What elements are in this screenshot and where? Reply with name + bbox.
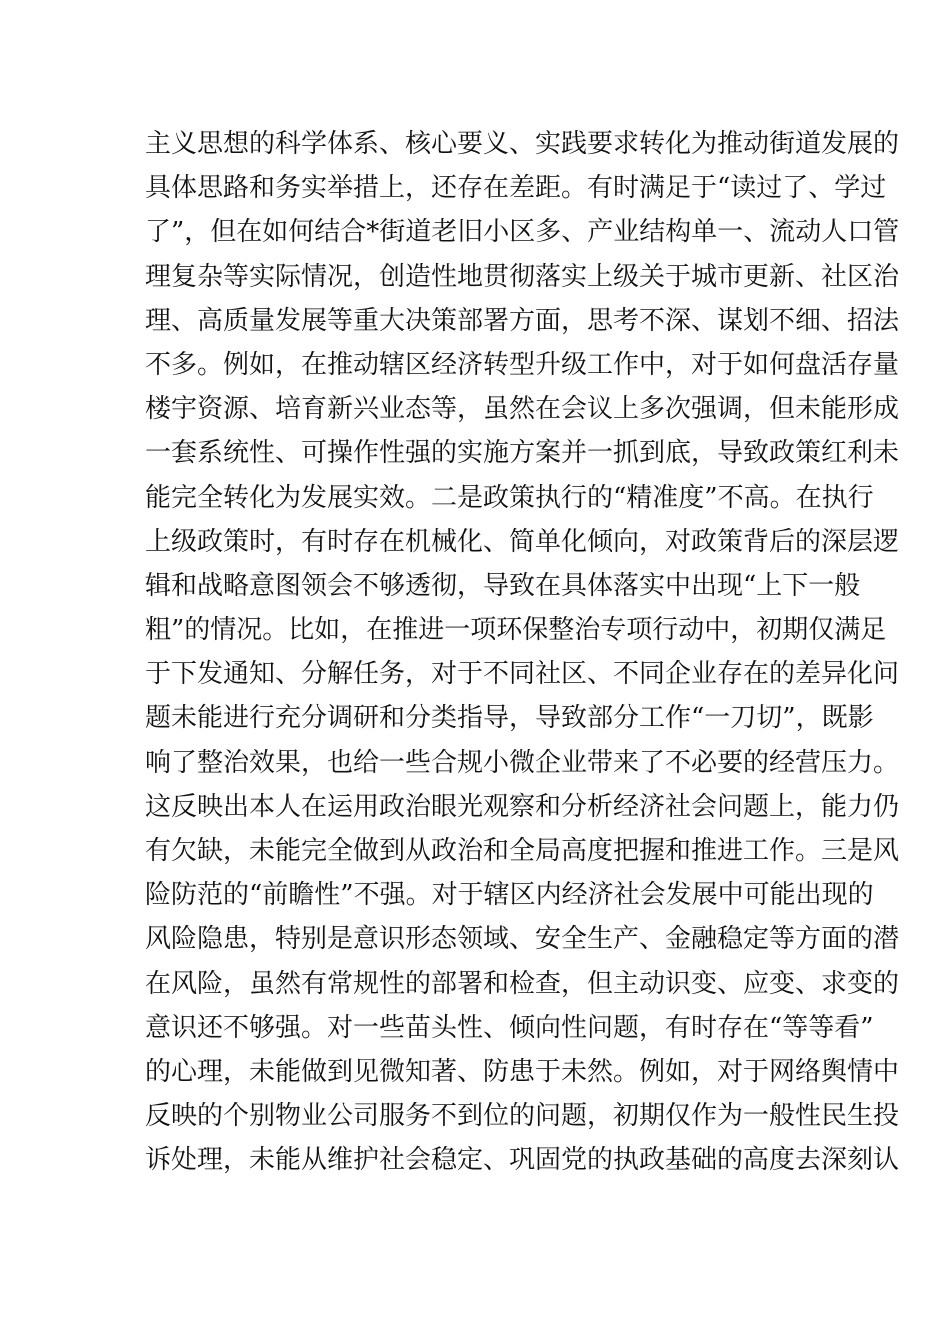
text-line: 理复杂等实际情况，创造性地贯彻落实上级关于城市更新、社区治 bbox=[145, 261, 900, 292]
text-line: 楼宇资源、培育新兴业态等，虽然在会议上多次强调，但未能形成 bbox=[145, 394, 900, 425]
text-line: 有欠缺，未能完全做到从政治和全局高度把握和推进工作。三是风 bbox=[145, 836, 900, 866]
text-line: 上级政策时，有时存在机械化、简单化倾向，对政策背后的深层逻 bbox=[145, 526, 900, 557]
text-line: 诉处理，未能从维护社会稳定、巩固党的执政基础的高度去深刻认 bbox=[145, 1145, 900, 1176]
text-line: 不多。例如，在推动辖区经济转型升级工作中，对于如何盘活存量 bbox=[145, 349, 900, 380]
text-line: 响了整治效果，也给一些合规小微企业带来了不必要的经营压力。 bbox=[145, 747, 900, 778]
text-line: 这反映出本人在运用政治眼光观察和分析经济社会问题上，能力仍 bbox=[145, 791, 900, 822]
text-line: 险防范的“前瞻性”不强。对于辖区内经济社会发展中可能出现的 bbox=[145, 880, 874, 911]
text-line: 题未能进行充分调研和分类指导，导致部分工作“一刀切”，既影 bbox=[145, 703, 874, 734]
text-line: 一套系统性、可操作性强的实施方案并一抓到底，导致政策红利未 bbox=[145, 438, 900, 469]
text-line: 意识还不够强。对一些苗头性、倾向性问题，有时存在“等等看” bbox=[145, 1012, 874, 1043]
text-line: 反映的个别物业公司服务不到位的问题，初期仅作为一般性民生投 bbox=[145, 1101, 900, 1132]
text-line: 风险隐患，特别是意识形态领域、安全生产、金融稳定等方面的潜 bbox=[145, 924, 900, 955]
text-line: 了”，但在如何结合*街道老旧小区多、产业结构单一、流动人口管 bbox=[145, 217, 900, 248]
text-line: 理、高质量发展等重大决策部署方面，思考不深、谋划不细、招法 bbox=[145, 305, 900, 336]
text-line: 粗”的情况。比如，在推进一项环保整治专项行动中，初期仅满足 bbox=[145, 615, 887, 646]
text-line: 能完全转化为发展实效。二是政策执行的“精准度”不高。在执行 bbox=[145, 482, 874, 513]
text-line: 具体思路和务实举措上，还存在差距。有时满足于“读过了、学过 bbox=[145, 173, 887, 204]
text-line: 主义思想的科学体系、核心要义、实践要求转化为推动街道发展的 bbox=[145, 129, 900, 159]
text-line: 的心理，未能做到见微知著、防患于未然。例如，对于网络舆情中 bbox=[145, 1056, 900, 1087]
text-line: 辑和战略意图领会不够透彻，导致在具体落实中出现“上下一般 bbox=[145, 570, 861, 601]
text-line: 于下发通知、分解任务，对于不同社区、不同企业存在的差异化问 bbox=[145, 659, 900, 690]
text-line: 在风险，虽然有常规性的部署和检查，但主动识变、应变、求变的 bbox=[145, 968, 900, 999]
document-body bbox=[145, 122, 900, 1183]
